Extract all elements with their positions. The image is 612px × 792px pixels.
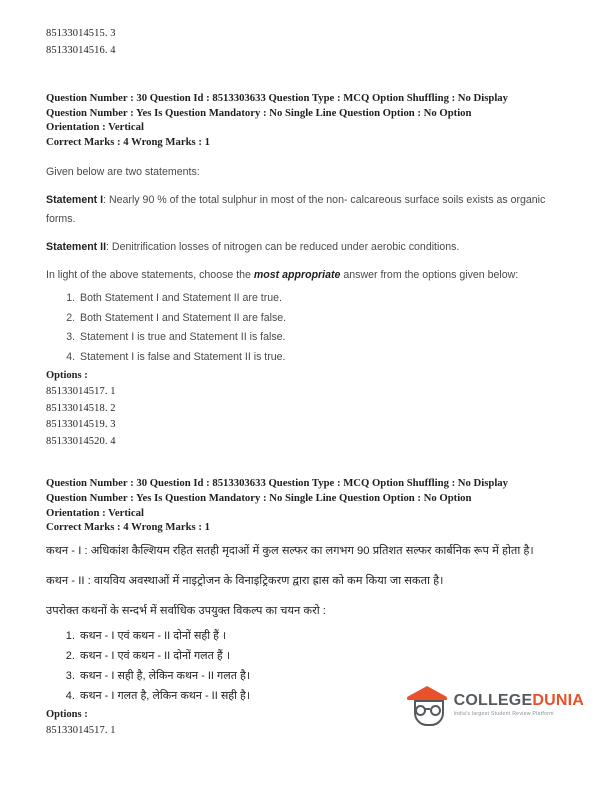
question-meta-line: Question Number : Yes Is Question Mandatory : No Single Line Question Option : No Option xyxy=(46,491,472,504)
option-number: 85133014518. 2 xyxy=(46,402,116,414)
choice-item[interactable]: 2. Both Statement I and Statement II are false. xyxy=(78,309,568,329)
watermark-brand-part1: COLLEGE xyxy=(453,691,533,709)
statement-one xyxy=(46,191,568,229)
statement-two xyxy=(46,238,568,257)
choice-item[interactable]: 2. कथन - I एवं कथन - II दोनों गलत हैं । xyxy=(78,646,568,666)
prompt-text-post: answer from the options given below: xyxy=(340,269,519,282)
statement-two-text: : Denitrification losses of nitrogen can be reduced under aerobic conditions. xyxy=(106,241,460,254)
option-number: 85133014517. 1 xyxy=(46,724,116,736)
option-number: 85133014517. 1 xyxy=(46,386,116,398)
choice-item[interactable]: 1. कथन - I एवं कथन - II दोनों सही हैं । xyxy=(78,626,568,646)
question-prompt xyxy=(46,266,568,285)
choice-item[interactable]: 1. Both Statement I and Statement II are true. xyxy=(78,289,568,309)
watermark-text xyxy=(454,693,584,717)
statement-one-hindi: कथन - I : अधिकांश कैल्शियम रहित सतही मृदाओं में कुल सल्फर का लगभग 90 प्रतिशत सल्फर कार्बनिक रूप में होता है। xyxy=(46,544,534,557)
choice-item[interactable]: 4. Statement I is false and Statement II is true. xyxy=(78,348,568,368)
watermark-tagline: India's largest Student Review Platform xyxy=(453,710,554,717)
choice-item[interactable]: 4. कथन - I गलत है, लेकिन कथन - II सही है। xyxy=(78,686,568,706)
question-marks-line: Correct Marks : 4 Wrong Marks : 1 xyxy=(46,521,210,534)
watermark-brand-part2: DUNIA xyxy=(532,691,584,709)
question-meta-line: Question Number : Yes Is Question Mandatory : No Single Line Question Option : No Option xyxy=(46,106,472,119)
question-meta-line: Orientation : Vertical xyxy=(46,506,144,519)
question-meta-line: Question Number : 30 Question Id : 8513303633 Question Type : MCQ Option Shuffling : No Display xyxy=(46,92,508,104)
option-number: 85133014516. 4 xyxy=(46,44,116,56)
options-label: Options : xyxy=(46,370,88,382)
question-block-english xyxy=(46,91,568,450)
graduation-cap-icon xyxy=(406,686,448,724)
prompt-text-pre: In light of the above statements, choose the xyxy=(46,269,254,282)
collegedunia-watermark xyxy=(406,686,584,724)
choice-item[interactable]: 3. कथन - I सही है, लेकिन कथन - II गलत है। xyxy=(78,666,568,686)
previous-options-block xyxy=(46,26,568,59)
option-number: 85133014515. 3 xyxy=(46,28,116,39)
statement-one-text: : Nearly 90 % of the total sulphur in most of the non- calcareous surface soils exists as organic forms. xyxy=(46,194,546,226)
watermark-brand xyxy=(454,693,584,710)
option-number: 85133014519. 3 xyxy=(46,419,116,431)
choices-list-english xyxy=(46,289,568,367)
statement-two-hindi: कथन - II : वायविय अवस्थाओं में नाइट्रोजन के विनाइट्रिकरण द्वारा ह्रास को कम किया जा सकता है। xyxy=(46,574,444,587)
question-meta-line: Question Number : 30 Question Id : 8513303633 Question Type : MCQ Option Shuffling : No Display xyxy=(46,477,508,490)
statement-one-label: Statement I xyxy=(46,194,104,207)
prompt-emphasis: most appropriate xyxy=(253,269,341,282)
option-number: 85133014520. 4 xyxy=(46,435,116,447)
question-intro: Given below are two statements: xyxy=(46,166,200,179)
options-label: Options : xyxy=(46,708,88,720)
question-meta-line: Orientation : Vertical xyxy=(46,121,144,134)
question-prompt-hindi: उपरोक्त कथनों के सन्दर्भ में सर्वाधिक उपयुक्त विकल्प का चयन करो : xyxy=(46,604,326,617)
choice-item[interactable]: 3. Statement I is true and Statement II is false. xyxy=(78,328,568,348)
statement-two-label: Statement II xyxy=(46,241,107,254)
question-marks-line: Correct Marks : 4 Wrong Marks : 1 xyxy=(46,135,210,148)
